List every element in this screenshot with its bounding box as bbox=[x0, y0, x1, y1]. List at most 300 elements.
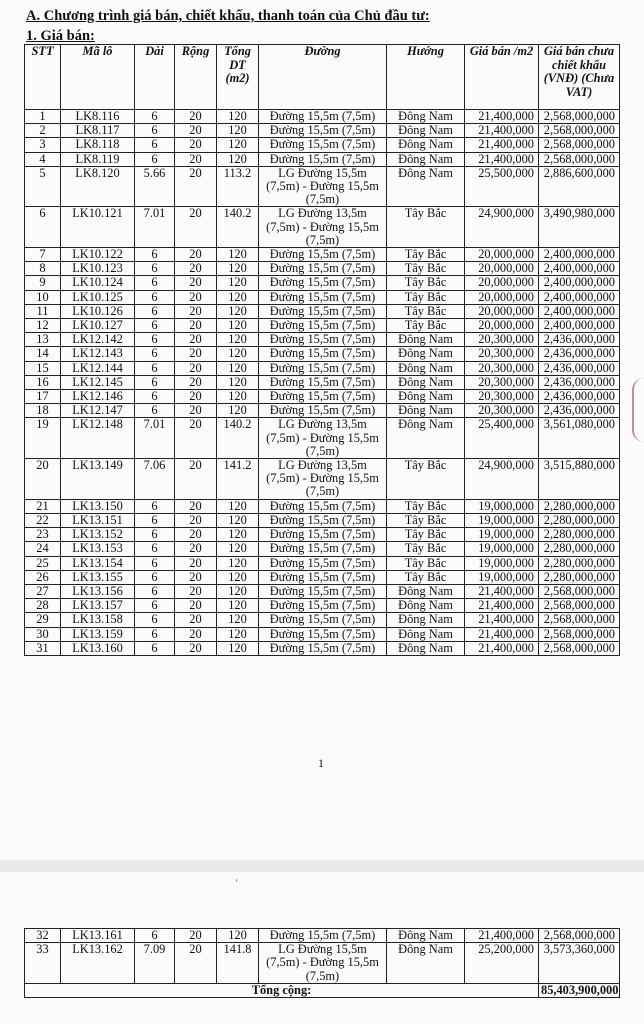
table-row bbox=[25, 418, 620, 459]
cell-rong: 20 bbox=[175, 943, 217, 984]
table-row bbox=[25, 943, 620, 984]
table-row bbox=[25, 929, 620, 943]
cell-tong-dt: 120 bbox=[217, 627, 259, 641]
col-header-rong: Rộng bbox=[175, 45, 217, 110]
cell-stt: 21 bbox=[25, 499, 61, 513]
cell-ma-lo: LK8.118 bbox=[61, 138, 135, 152]
cell-tong-dt: 120 bbox=[217, 570, 259, 584]
cell-stt: 19 bbox=[25, 418, 61, 459]
cell-ma-lo: LK13.159 bbox=[61, 627, 135, 641]
cell-duong: Đường 15,5m (7,5m) bbox=[259, 599, 387, 613]
cell-rong: 20 bbox=[175, 248, 217, 262]
cell-stt: 4 bbox=[25, 152, 61, 166]
cell-rong: 20 bbox=[175, 319, 217, 333]
cell-rong: 20 bbox=[175, 459, 217, 500]
cell-duong: Đường 15,5m (7,5m) bbox=[259, 333, 387, 347]
table-row bbox=[25, 570, 620, 584]
table-header-row bbox=[25, 45, 620, 110]
cell-rong: 20 bbox=[175, 138, 217, 152]
cell-rong: 20 bbox=[175, 152, 217, 166]
cell-gia-chua-ck: 3,561,080,000 bbox=[539, 418, 620, 459]
cell-duong: Đường 15,5m (7,5m) bbox=[259, 375, 387, 389]
cell-duong: Đường 15,5m (7,5m) bbox=[259, 627, 387, 641]
cell-rong: 20 bbox=[175, 599, 217, 613]
cell-ma-lo: LK8.119 bbox=[61, 152, 135, 166]
cell-huong: Đông Nam bbox=[387, 584, 465, 598]
cell-gia-chua-ck: 2,400,000,000 bbox=[539, 276, 620, 290]
cell-stt: 22 bbox=[25, 513, 61, 527]
cell-duong: Đường 15,5m (7,5m) bbox=[259, 248, 387, 262]
cell-duong: Đường 15,5m (7,5m) bbox=[259, 641, 387, 655]
cell-huong: Tây Bắc bbox=[387, 499, 465, 513]
cell-tong-dt: 120 bbox=[217, 152, 259, 166]
cell-tong-dt: 120 bbox=[217, 613, 259, 627]
cell-dai: 6 bbox=[135, 248, 175, 262]
cell-rong: 20 bbox=[175, 570, 217, 584]
col-header-gia-ban: Giá bán /m2 bbox=[465, 45, 539, 110]
cell-huong: Tây Bắc bbox=[387, 513, 465, 527]
cell-tong-dt: 120 bbox=[217, 276, 259, 290]
cell-stt: 3 bbox=[25, 138, 61, 152]
cell-gia-chua-ck: 2,400,000,000 bbox=[539, 262, 620, 276]
cell-huong: Đông Nam bbox=[387, 613, 465, 627]
cell-gia-chua-ck: 2,886,600,000 bbox=[539, 166, 620, 207]
cell-gia-chua-ck: 3,515,880,000 bbox=[539, 459, 620, 500]
cell-tong-dt: 140.2 bbox=[217, 207, 259, 248]
cell-gia-chua-ck: 3,573,360,000 bbox=[539, 943, 620, 984]
cell-gia-chua-ck: 2,568,000,000 bbox=[539, 627, 620, 641]
cell-huong: Đông Nam bbox=[387, 138, 465, 152]
cell-tong-dt: 120 bbox=[217, 138, 259, 152]
cell-gia-chua-ck: 2,436,000,000 bbox=[539, 375, 620, 389]
cell-gia-ban: 20,000,000 bbox=[465, 290, 539, 304]
cell-rong: 20 bbox=[175, 166, 217, 207]
cell-huong: Đông Nam bbox=[387, 110, 465, 124]
cell-tong-dt: 141.2 bbox=[217, 459, 259, 500]
cell-huong: Đông Nam bbox=[387, 361, 465, 375]
cell-ma-lo: LK13.149 bbox=[61, 459, 135, 500]
cell-gia-ban: 19,000,000 bbox=[465, 528, 539, 542]
cell-huong: Đông Nam bbox=[387, 333, 465, 347]
cell-gia-chua-ck: 2,568,000,000 bbox=[539, 599, 620, 613]
cell-gia-ban: 25,500,000 bbox=[465, 166, 539, 207]
col-header-huong: Hướng bbox=[387, 45, 465, 110]
cell-gia-ban: 20,300,000 bbox=[465, 390, 539, 404]
cell-dai: 6 bbox=[135, 304, 175, 318]
cell-dai: 6 bbox=[135, 599, 175, 613]
cell-gia-ban: 20,300,000 bbox=[465, 375, 539, 389]
cell-stt: 13 bbox=[25, 333, 61, 347]
cell-gia-chua-ck: 2,280,000,000 bbox=[539, 499, 620, 513]
table-row bbox=[25, 627, 620, 641]
cell-dai: 6 bbox=[135, 276, 175, 290]
total-label: Tổng cộng: bbox=[25, 983, 539, 998]
cell-huong: Tây Bắc bbox=[387, 556, 465, 570]
cell-gia-chua-ck: 2,436,000,000 bbox=[539, 404, 620, 418]
cell-stt: 1 bbox=[25, 110, 61, 124]
table-body-page-1 bbox=[25, 110, 620, 656]
cell-dai: 7.01 bbox=[135, 418, 175, 459]
table-row bbox=[25, 347, 620, 361]
cell-gia-ban: 19,000,000 bbox=[465, 499, 539, 513]
cell-stt: 30 bbox=[25, 627, 61, 641]
table-row bbox=[25, 584, 620, 598]
cell-ma-lo: LK13.161 bbox=[61, 929, 135, 943]
cell-stt: 32 bbox=[25, 929, 61, 943]
cell-gia-ban: 21,400,000 bbox=[465, 627, 539, 641]
cell-ma-lo: LK13.152 bbox=[61, 528, 135, 542]
cell-huong: Tây Bắc bbox=[387, 570, 465, 584]
cell-dai: 6 bbox=[135, 513, 175, 527]
cell-tong-dt: 141.8 bbox=[217, 943, 259, 984]
cell-gia-ban: 20,000,000 bbox=[465, 319, 539, 333]
cell-dai: 6 bbox=[135, 929, 175, 943]
cell-dai: 6 bbox=[135, 361, 175, 375]
cell-gia-chua-ck: 2,568,000,000 bbox=[539, 110, 620, 124]
cell-duong: Đường 15,5m (7,5m) bbox=[259, 929, 387, 943]
cell-tong-dt: 113.2 bbox=[217, 166, 259, 207]
cell-dai: 6 bbox=[135, 110, 175, 124]
cell-dai: 6 bbox=[135, 499, 175, 513]
cell-duong: Đường 15,5m (7,5m) bbox=[259, 290, 387, 304]
cell-gia-ban: 21,400,000 bbox=[465, 152, 539, 166]
page-number: 1 bbox=[318, 756, 324, 770]
cell-rong: 20 bbox=[175, 276, 217, 290]
cell-duong: Đường 15,5m (7,5m) bbox=[259, 556, 387, 570]
cell-stt: 28 bbox=[25, 599, 61, 613]
table-row bbox=[25, 528, 620, 542]
col-header-tong-dt: Tổng DT (m2) bbox=[217, 45, 259, 110]
cell-duong: LG Đường 13,5m (7,5m) - Đường 15,5m (7,5m) bbox=[259, 207, 387, 248]
cell-tong-dt: 120 bbox=[217, 319, 259, 333]
cell-dai: 6 bbox=[135, 262, 175, 276]
table-row bbox=[25, 333, 620, 347]
table-row bbox=[25, 262, 620, 276]
table-row bbox=[25, 499, 620, 513]
cell-dai: 7.01 bbox=[135, 207, 175, 248]
cell-gia-ban: 20,000,000 bbox=[465, 262, 539, 276]
cell-duong: Đường 15,5m (7,5m) bbox=[259, 319, 387, 333]
cell-stt: 5 bbox=[25, 166, 61, 207]
cell-gia-chua-ck: 2,280,000,000 bbox=[539, 513, 620, 527]
cell-stt: 7 bbox=[25, 248, 61, 262]
cell-gia-ban: 20,300,000 bbox=[465, 347, 539, 361]
cell-duong: Đường 15,5m (7,5m) bbox=[259, 584, 387, 598]
cell-dai: 6 bbox=[135, 584, 175, 598]
cell-duong: LG Đường 15,5m (7,5m) - Đường 15,5m (7,5m) bbox=[259, 166, 387, 207]
cell-rong: 20 bbox=[175, 304, 217, 318]
total-row bbox=[25, 983, 620, 998]
cell-huong: Đông Nam bbox=[387, 418, 465, 459]
cell-gia-ban: 24,900,000 bbox=[465, 207, 539, 248]
cell-ma-lo: LK13.158 bbox=[61, 613, 135, 627]
cell-gia-chua-ck: 2,436,000,000 bbox=[539, 347, 620, 361]
cell-gia-ban: 25,200,000 bbox=[465, 943, 539, 984]
cell-stt: 24 bbox=[25, 542, 61, 556]
cell-dai: 6 bbox=[135, 347, 175, 361]
cell-gia-ban: 25,400,000 bbox=[465, 418, 539, 459]
cell-rong: 20 bbox=[175, 333, 217, 347]
table-row bbox=[25, 613, 620, 627]
cell-tong-dt: 120 bbox=[217, 304, 259, 318]
cell-stt: 25 bbox=[25, 556, 61, 570]
cell-ma-lo: LK8.117 bbox=[61, 124, 135, 138]
cell-gia-ban: 19,000,000 bbox=[465, 542, 539, 556]
cell-gia-ban: 21,400,000 bbox=[465, 929, 539, 943]
cell-stt: 14 bbox=[25, 347, 61, 361]
cell-duong: Đường 15,5m (7,5m) bbox=[259, 347, 387, 361]
cell-duong: Đường 15,5m (7,5m) bbox=[259, 361, 387, 375]
cell-gia-ban: 21,400,000 bbox=[465, 599, 539, 613]
cell-ma-lo: LK8.120 bbox=[61, 166, 135, 207]
table-row bbox=[25, 166, 620, 207]
cell-stt: 23 bbox=[25, 528, 61, 542]
cell-tong-dt: 120 bbox=[217, 290, 259, 304]
cell-ma-lo: LK12.146 bbox=[61, 390, 135, 404]
table-row bbox=[25, 110, 620, 124]
cell-huong: Đông Nam bbox=[387, 390, 465, 404]
table-row bbox=[25, 542, 620, 556]
table-row bbox=[25, 513, 620, 527]
cell-gia-chua-ck: 2,568,000,000 bbox=[539, 641, 620, 655]
stamp-edge-mark bbox=[632, 378, 644, 442]
cell-gia-ban: 21,400,000 bbox=[465, 641, 539, 655]
cell-stt: 10 bbox=[25, 290, 61, 304]
cell-gia-ban: 20,000,000 bbox=[465, 276, 539, 290]
cell-rong: 20 bbox=[175, 499, 217, 513]
cell-stt: 6 bbox=[25, 207, 61, 248]
cell-dai: 6 bbox=[135, 627, 175, 641]
cell-ma-lo: LK12.145 bbox=[61, 375, 135, 389]
cell-huong: Tây Bắc bbox=[387, 290, 465, 304]
cell-stt: 2 bbox=[25, 124, 61, 138]
cell-rong: 20 bbox=[175, 375, 217, 389]
cell-gia-chua-ck: 2,436,000,000 bbox=[539, 333, 620, 347]
cell-gia-chua-ck: 2,568,000,000 bbox=[539, 138, 620, 152]
cell-stt: 11 bbox=[25, 304, 61, 318]
cell-gia-ban: 20,000,000 bbox=[465, 304, 539, 318]
cell-ma-lo: LK13.162 bbox=[61, 943, 135, 984]
cell-tong-dt: 120 bbox=[217, 499, 259, 513]
cell-huong: Tây Bắc bbox=[387, 248, 465, 262]
table-row bbox=[25, 304, 620, 318]
cell-ma-lo: LK13.155 bbox=[61, 570, 135, 584]
cell-tong-dt: 120 bbox=[217, 641, 259, 655]
cell-tong-dt: 120 bbox=[217, 929, 259, 943]
cell-duong: Đường 15,5m (7,5m) bbox=[259, 110, 387, 124]
cell-stt: 20 bbox=[25, 459, 61, 500]
cell-ma-lo: LK10.121 bbox=[61, 207, 135, 248]
section-heading-a bbox=[26, 8, 430, 25]
col-header-dai: Dài bbox=[135, 45, 175, 110]
cell-gia-chua-ck: 2,568,000,000 bbox=[539, 152, 620, 166]
table-row bbox=[25, 248, 620, 262]
cell-rong: 20 bbox=[175, 929, 217, 943]
cell-gia-ban: 21,400,000 bbox=[465, 584, 539, 598]
cell-huong: Đông Nam bbox=[387, 641, 465, 655]
cell-huong: Đông Nam bbox=[387, 627, 465, 641]
cell-gia-chua-ck: 2,280,000,000 bbox=[539, 528, 620, 542]
cell-duong: Đường 15,5m (7,5m) bbox=[259, 262, 387, 276]
cell-gia-ban: 21,400,000 bbox=[465, 613, 539, 627]
cell-duong: Đường 15,5m (7,5m) bbox=[259, 499, 387, 513]
cell-duong: Đường 15,5m (7,5m) bbox=[259, 528, 387, 542]
table-row bbox=[25, 599, 620, 613]
cell-gia-ban: 19,000,000 bbox=[465, 556, 539, 570]
cell-huong: Đông Nam bbox=[387, 166, 465, 207]
cell-huong: Đông Nam bbox=[387, 599, 465, 613]
cell-gia-ban: 21,400,000 bbox=[465, 124, 539, 138]
cell-duong: LG Đường 13,5m (7,5m) - Đường 15,5m (7,5m) bbox=[259, 459, 387, 500]
cell-duong: Đường 15,5m (7,5m) bbox=[259, 542, 387, 556]
cell-ma-lo: LK13.156 bbox=[61, 584, 135, 598]
cell-huong: Tây Bắc bbox=[387, 207, 465, 248]
cell-tong-dt: 120 bbox=[217, 599, 259, 613]
price-table-continued bbox=[24, 928, 620, 998]
cell-duong: LG Đường 13,5m (7,5m) - Đường 15,5m (7,5m) bbox=[259, 418, 387, 459]
cell-ma-lo: LK10.125 bbox=[61, 290, 135, 304]
cell-tong-dt: 120 bbox=[217, 248, 259, 262]
cell-dai: 7.06 bbox=[135, 459, 175, 500]
cell-duong: Đường 15,5m (7,5m) bbox=[259, 138, 387, 152]
cell-ma-lo: LK12.148 bbox=[61, 418, 135, 459]
cell-stt: 9 bbox=[25, 276, 61, 290]
cell-gia-chua-ck: 2,568,000,000 bbox=[539, 613, 620, 627]
cell-duong: Đường 15,5m (7,5m) bbox=[259, 404, 387, 418]
scan-mark: ' bbox=[236, 878, 238, 888]
cell-tong-dt: 120 bbox=[217, 347, 259, 361]
cell-stt: 29 bbox=[25, 613, 61, 627]
cell-stt: 31 bbox=[25, 641, 61, 655]
cell-huong: Tây Bắc bbox=[387, 528, 465, 542]
cell-tong-dt: 120 bbox=[217, 375, 259, 389]
cell-ma-lo: LK8.116 bbox=[61, 110, 135, 124]
cell-rong: 20 bbox=[175, 513, 217, 527]
cell-huong: Đông Nam bbox=[387, 375, 465, 389]
col-header-duong: Đường bbox=[259, 45, 387, 110]
cell-dai: 6 bbox=[135, 152, 175, 166]
table-row bbox=[25, 207, 620, 248]
cell-stt: 18 bbox=[25, 404, 61, 418]
cell-ma-lo: LK13.150 bbox=[61, 499, 135, 513]
cell-rong: 20 bbox=[175, 262, 217, 276]
cell-gia-chua-ck: 2,436,000,000 bbox=[539, 361, 620, 375]
cell-dai: 6 bbox=[135, 613, 175, 627]
cell-tong-dt: 120 bbox=[217, 390, 259, 404]
cell-gia-chua-ck: 3,490,980,000 bbox=[539, 207, 620, 248]
cell-huong: Đông Nam bbox=[387, 152, 465, 166]
cell-duong: LG Đường 15,5m (7,5m) - Đường 15,5m (7,5m) bbox=[259, 943, 387, 984]
col-header-gia-chua-ck: Giá bán chưa chiết khấu (VNĐ) (Chưa VAT) bbox=[539, 45, 620, 110]
cell-tong-dt: 120 bbox=[217, 513, 259, 527]
cell-stt: 17 bbox=[25, 390, 61, 404]
cell-gia-chua-ck: 2,568,000,000 bbox=[539, 929, 620, 943]
cell-huong: Tây Bắc bbox=[387, 262, 465, 276]
cell-rong: 20 bbox=[175, 613, 217, 627]
cell-dai: 6 bbox=[135, 556, 175, 570]
section-heading-1-text: 1. Giá bán: bbox=[26, 28, 95, 44]
cell-ma-lo: LK13.157 bbox=[61, 599, 135, 613]
cell-tong-dt: 120 bbox=[217, 556, 259, 570]
cell-ma-lo: LK10.126 bbox=[61, 304, 135, 318]
table-row bbox=[25, 276, 620, 290]
cell-ma-lo: LK12.143 bbox=[61, 347, 135, 361]
table-row bbox=[25, 556, 620, 570]
cell-dai: 6 bbox=[135, 333, 175, 347]
cell-rong: 20 bbox=[175, 584, 217, 598]
cell-stt: 16 bbox=[25, 375, 61, 389]
table-row bbox=[25, 319, 620, 333]
cell-gia-chua-ck: 2,280,000,000 bbox=[539, 556, 620, 570]
cell-tong-dt: 120 bbox=[217, 542, 259, 556]
cell-dai: 6 bbox=[135, 375, 175, 389]
cell-rong: 20 bbox=[175, 641, 217, 655]
cell-stt: 27 bbox=[25, 584, 61, 598]
cell-gia-chua-ck: 2,400,000,000 bbox=[539, 290, 620, 304]
cell-dai: 6 bbox=[135, 528, 175, 542]
cell-rong: 20 bbox=[175, 347, 217, 361]
cell-gia-ban: 20,300,000 bbox=[465, 333, 539, 347]
price-table bbox=[24, 44, 620, 656]
cell-ma-lo: LK10.124 bbox=[61, 276, 135, 290]
cell-gia-ban: 19,000,000 bbox=[465, 570, 539, 584]
cell-gia-chua-ck: 2,400,000,000 bbox=[539, 248, 620, 262]
table-row bbox=[25, 641, 620, 655]
cell-dai: 5.66 bbox=[135, 166, 175, 207]
cell-dai: 6 bbox=[135, 404, 175, 418]
cell-duong: Đường 15,5m (7,5m) bbox=[259, 152, 387, 166]
cell-rong: 20 bbox=[175, 207, 217, 248]
cell-duong: Đường 15,5m (7,5m) bbox=[259, 513, 387, 527]
cell-gia-chua-ck: 2,568,000,000 bbox=[539, 584, 620, 598]
cell-rong: 20 bbox=[175, 124, 217, 138]
cell-dai: 6 bbox=[135, 124, 175, 138]
cell-ma-lo: LK13.154 bbox=[61, 556, 135, 570]
cell-stt: 8 bbox=[25, 262, 61, 276]
cell-rong: 20 bbox=[175, 361, 217, 375]
cell-dai: 6 bbox=[135, 319, 175, 333]
table-body-page-2 bbox=[25, 929, 620, 984]
cell-gia-ban: 20,300,000 bbox=[465, 361, 539, 375]
cell-dai: 6 bbox=[135, 290, 175, 304]
cell-stt: 12 bbox=[25, 319, 61, 333]
cell-gia-ban: 24,900,000 bbox=[465, 459, 539, 500]
cell-gia-ban: 21,400,000 bbox=[465, 110, 539, 124]
total-value: 85,403,900,000 bbox=[539, 983, 620, 998]
cell-gia-ban: 21,400,000 bbox=[465, 138, 539, 152]
cell-ma-lo: LK13.153 bbox=[61, 542, 135, 556]
cell-huong: Đông Nam bbox=[387, 929, 465, 943]
cell-huong: Tây Bắc bbox=[387, 319, 465, 333]
cell-dai: 6 bbox=[135, 570, 175, 584]
cell-gia-chua-ck: 2,400,000,000 bbox=[539, 319, 620, 333]
section-heading-1 bbox=[26, 28, 95, 45]
cell-ma-lo: LK12.142 bbox=[61, 333, 135, 347]
cell-rong: 20 bbox=[175, 542, 217, 556]
table-row bbox=[25, 404, 620, 418]
cell-huong: Tây Bắc bbox=[387, 459, 465, 500]
table-row bbox=[25, 124, 620, 138]
col-header-stt: STT bbox=[25, 45, 61, 110]
cell-tong-dt: 120 bbox=[217, 584, 259, 598]
cell-duong: Đường 15,5m (7,5m) bbox=[259, 276, 387, 290]
table-row bbox=[25, 390, 620, 404]
cell-rong: 20 bbox=[175, 110, 217, 124]
cell-tong-dt: 140.2 bbox=[217, 418, 259, 459]
cell-rong: 20 bbox=[175, 556, 217, 570]
cell-tong-dt: 120 bbox=[217, 110, 259, 124]
section-heading-a-text: A. Chương trình giá bán, chiết khấu, thanh toán của Chủ đầu tư: bbox=[26, 8, 430, 24]
